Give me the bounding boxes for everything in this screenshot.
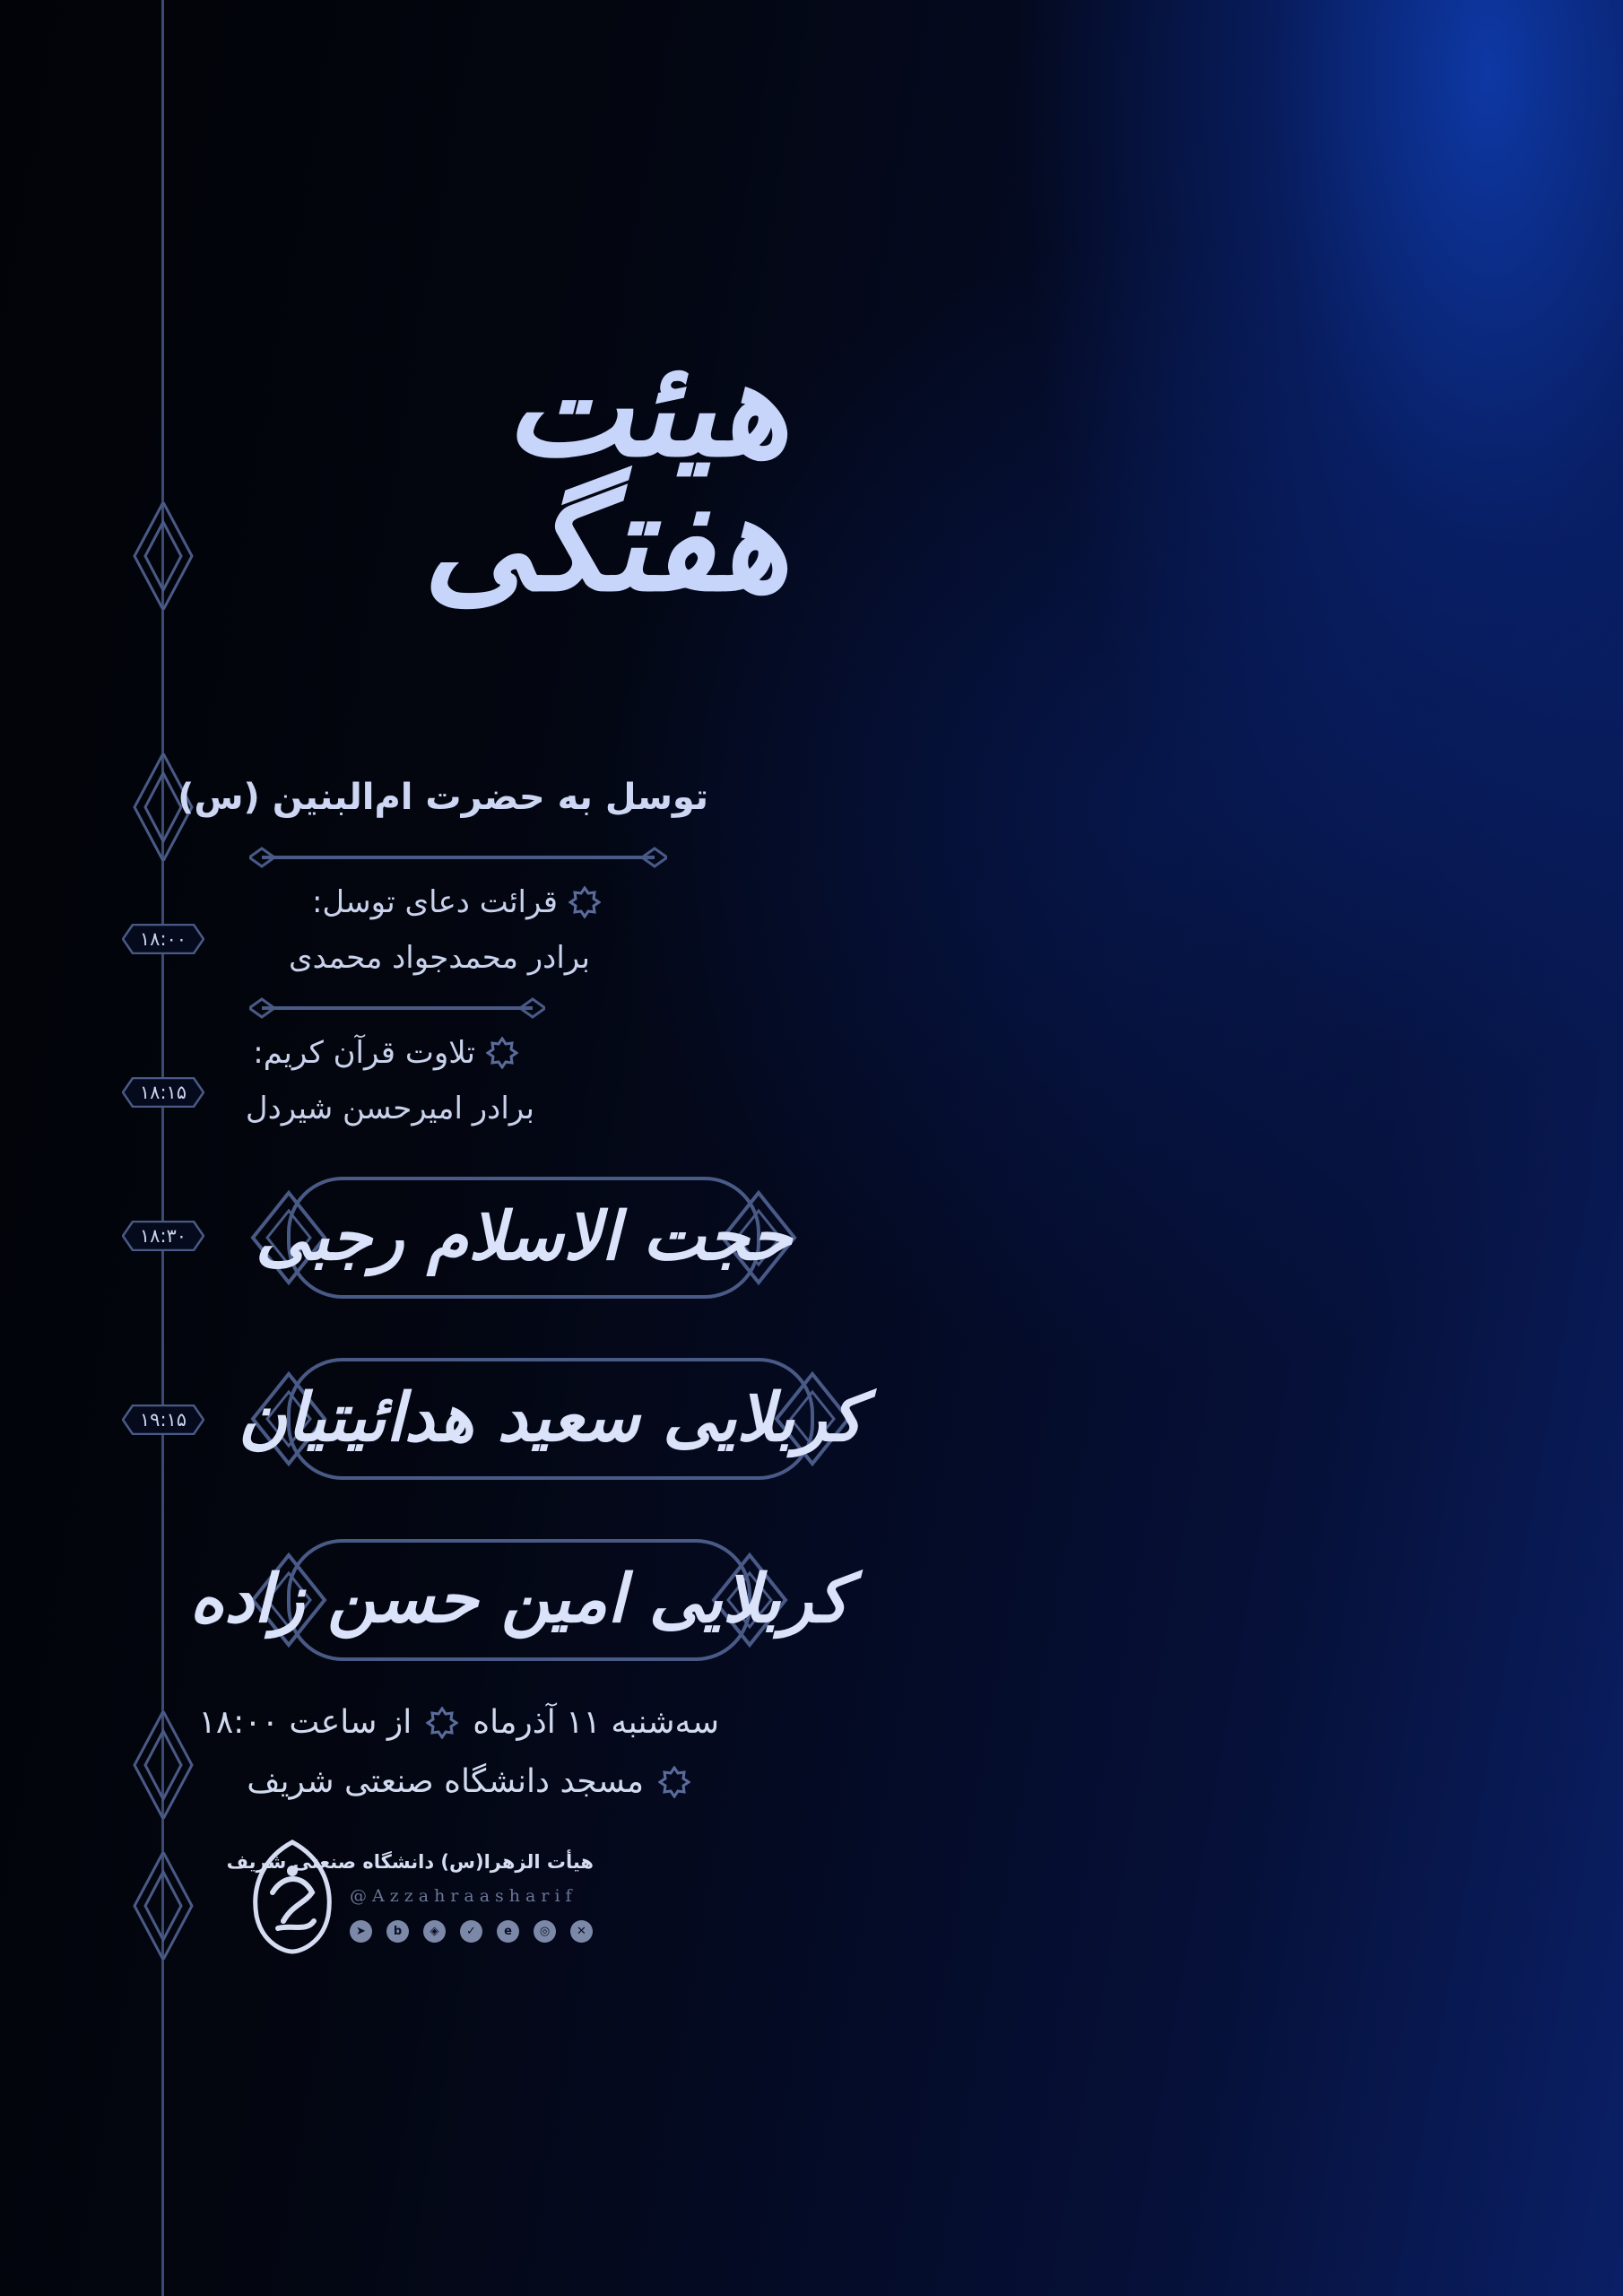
poster-subtitle: توسل به حضرت ام‌البنین (س) [178, 777, 708, 818]
item-label-text: قرائت دعای توسل: [311, 884, 558, 920]
rubika-icon: ◈ [423, 1920, 446, 1943]
program-item-label [312, 884, 601, 920]
virasty-icon: ✓ [460, 1920, 482, 1943]
organization-name: هیأت الزهرا(س) دانشگاه صنعتی شریف [226, 1851, 594, 1873]
time-badge [122, 1221, 204, 1251]
star-bullet-icon [486, 1037, 518, 1069]
eitaa-icon: e [497, 1920, 519, 1943]
star-bullet-icon [568, 886, 601, 918]
time-badge [122, 924, 204, 954]
star-bullet-icon [658, 1766, 690, 1798]
diamond-ornament-icon [133, 1852, 194, 1960]
program-item-label [253, 1035, 518, 1071]
bale-icon: b [386, 1920, 409, 1943]
speaker-name: کربلایی امین حسن زاده [189, 1561, 849, 1638]
speaker-frame [189, 1537, 849, 1663]
time-label: ۱۹:۱۵ [139, 1409, 187, 1431]
location-line [247, 1763, 690, 1800]
organization-handle: @Azzahraasharif [350, 1886, 577, 1906]
item-label-text: تلاوت قرآن کریم: [253, 1035, 475, 1071]
program-item-person: برادر محمدجواد محمدی [289, 940, 590, 976]
speaker-name: کربلایی سعید هدائیتیان [238, 1379, 864, 1457]
divider-ornament [249, 997, 545, 1019]
program-item-person: برادر امیرحسن شیردل [245, 1091, 534, 1126]
instagram-icon: ◎ [534, 1920, 556, 1943]
x-icon: ✕ [570, 1920, 593, 1943]
diamond-ornament-icon [133, 502, 194, 610]
poster-title: هیئت هفتگی [422, 329, 789, 622]
divider-ornament [249, 847, 667, 868]
time-badge [122, 1077, 204, 1108]
telegram-icon: ➤ [350, 1920, 372, 1943]
location-text: مسجد دانشگاه صنعتی شریف [247, 1763, 644, 1800]
diamond-ornament-icon [133, 1711, 194, 1819]
date-time-line [199, 1704, 720, 1741]
time-label: ۱۸:۰۰ [139, 928, 187, 950]
date-text: سه‌شنبه ۱۱ آذرماه [473, 1704, 719, 1741]
speaker-frame [238, 1356, 864, 1482]
speaker-frame [247, 1175, 800, 1300]
time-text: از ساعت ۱۸:۰۰ [198, 1704, 412, 1741]
time-badge [122, 1405, 204, 1435]
time-label: ۱۸:۱۵ [139, 1082, 187, 1103]
social-icons [350, 1920, 593, 1943]
time-label: ۱۸:۳۰ [139, 1225, 187, 1247]
star-bullet-icon [426, 1707, 458, 1739]
speaker-name: حجت الاسلام رجبی [256, 1198, 792, 1275]
